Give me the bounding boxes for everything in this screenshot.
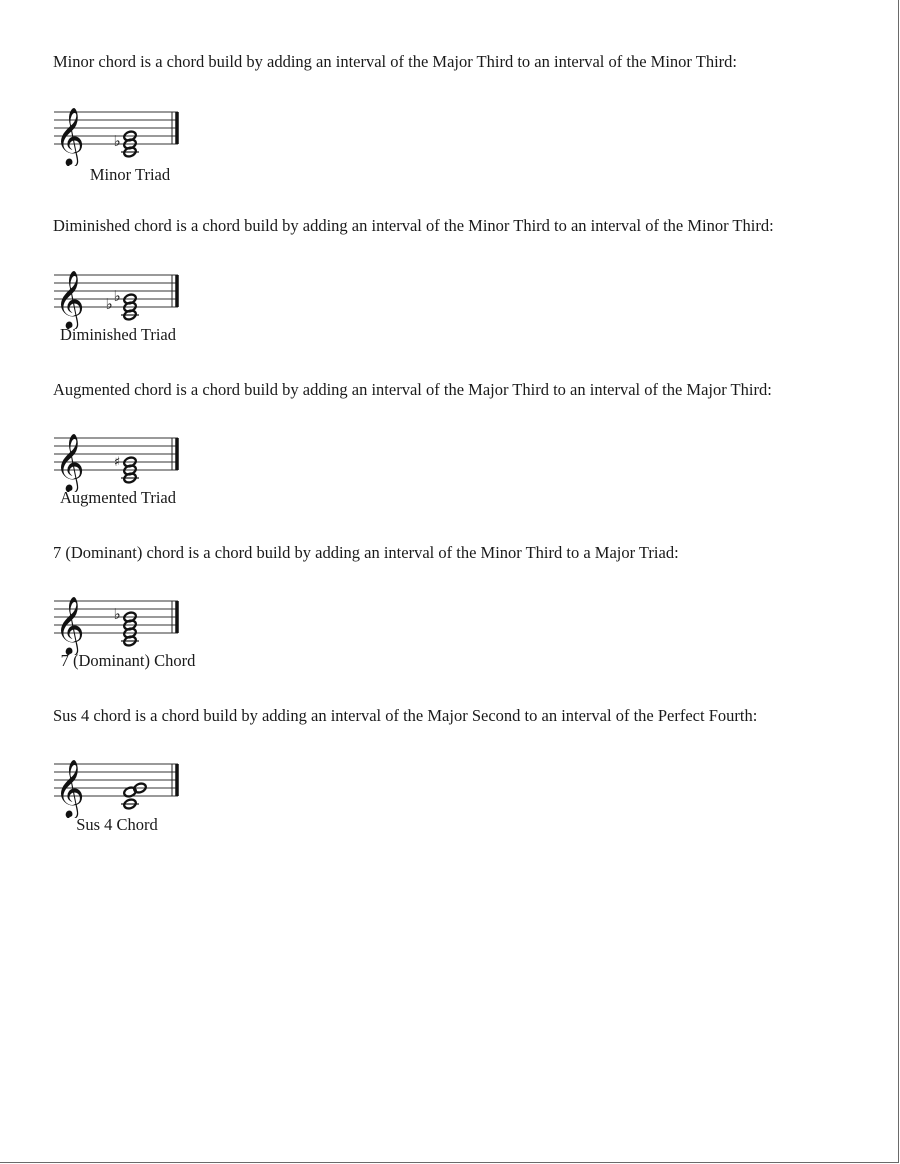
- treble-clef-icon: 𝄞: [55, 270, 85, 328]
- minor-chord-description: Minor chord is a chord build by adding an interval of the Major Third to an interval of the Minor Third:: [53, 52, 737, 71]
- flat-icon: ♭: [113, 287, 121, 305]
- treble-clef-icon: 𝄞: [55, 596, 85, 654]
- augmented-triad-staff: [52, 420, 184, 492]
- diminished-triad-staff: [52, 257, 184, 329]
- sus4-chord-description: Sus 4 chord is a chord build by adding an interval of the Major Second to an interval of the Perfect Fourth:: [53, 706, 758, 725]
- flat-icon: ♭: [105, 295, 113, 313]
- diminished-chord-description: Diminished chord is a chord build by adding an interval of the Minor Third to an interval of the Minor Third:: [53, 216, 774, 235]
- diminished-triad-caption: Diminished Triad: [60, 325, 176, 344]
- sus4-staff: [52, 746, 184, 818]
- minor-triad-caption: Minor Triad: [89, 165, 171, 184]
- dominant-seventh-caption: 7 (Dominant) Chord: [60, 651, 196, 670]
- sharp-icon: ♯: [113, 455, 121, 470]
- treble-clef-icon: 𝄞: [55, 759, 85, 817]
- augmented-triad-caption: Augmented Triad: [60, 488, 176, 507]
- flat-icon: ♭: [113, 605, 121, 623]
- flat-icon: ♭: [113, 132, 121, 150]
- dominant-chord-description: 7 (Dominant) chord is a chord build by adding an interval of the Minor Third to a Major Triad:: [53, 543, 679, 562]
- augmented-chord-description: Augmented chord is a chord build by adding an interval of the Major Third to an interval of the Major Third:: [53, 380, 772, 399]
- sus4-caption: Sus 4 Chord: [76, 815, 158, 834]
- dominant-seventh-staff: [52, 583, 184, 655]
- minor-triad-staff: [52, 94, 184, 166]
- treble-clef-icon: 𝄞: [55, 433, 85, 491]
- treble-clef-icon: 𝄞: [55, 107, 85, 165]
